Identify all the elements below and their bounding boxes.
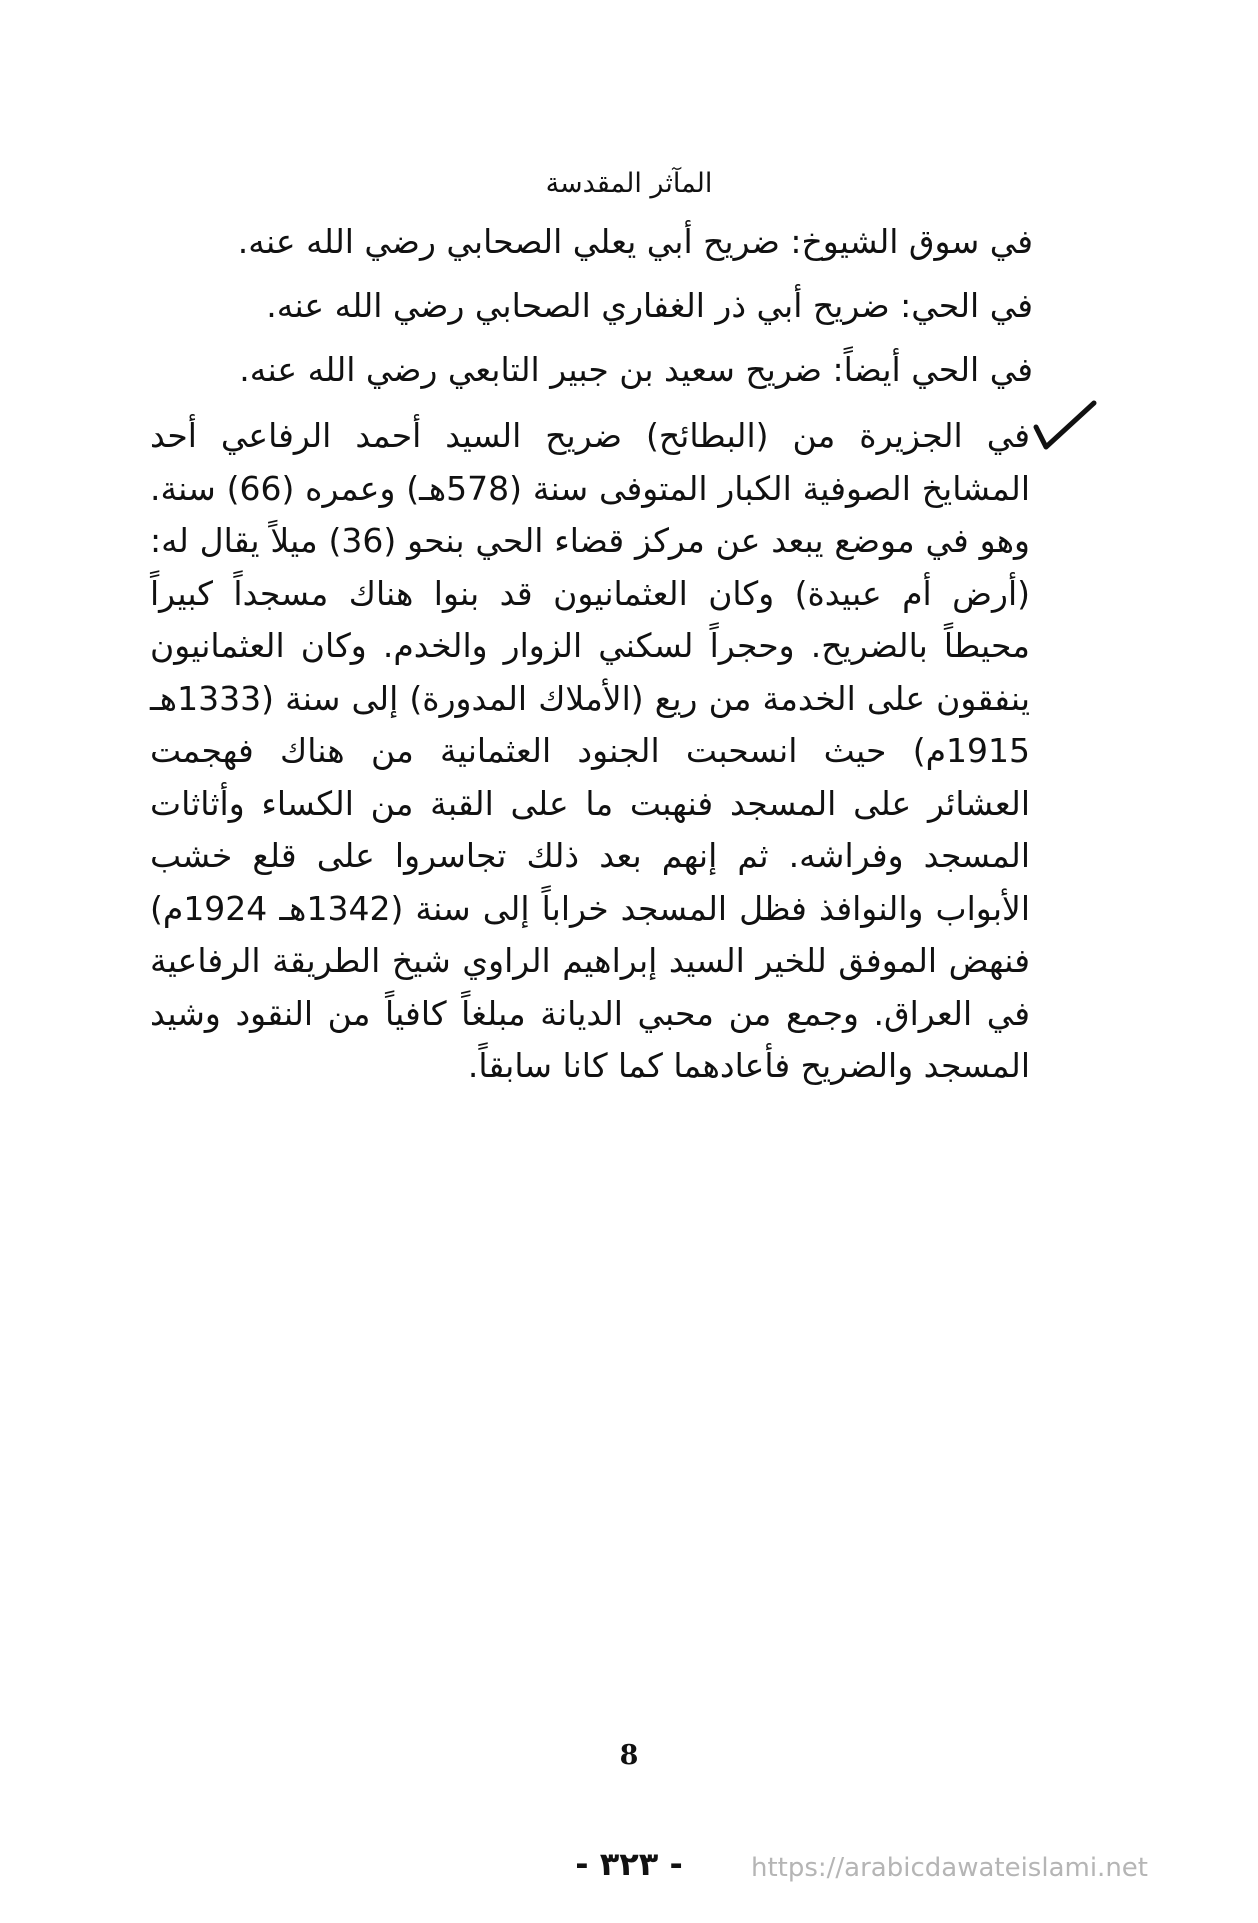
arabic-page-number: - ٣٢٣ - — [575, 1845, 683, 1883]
running-header: المآثر المقدسة — [545, 168, 713, 199]
page-number: 8 — [619, 1740, 639, 1771]
entry-al-hay-said: في الحي أيضاً: ضريح سعيد بن جبير التابعي رضي الله عنه. — [239, 350, 1033, 389]
entry-souq-al-shuyukh: في سوق الشيوخ: ضريح أبي يعلي الصحابي رضي الله عنه. — [237, 222, 1033, 261]
body-paragraph: في الجزيرة من (البطائح) ضريح السيد أحمد الرفاعي أحد المشايخ الصوفية الكبار المتوفى سنة (578هـ) وعمره (66) سنة. وهو في موضع يبعد عن مركز قضاء الحي بنحو (36) ميلاً يقال له: (أرض أم عبيدة) وكان العثمانيون قد بنوا هناك مسجداً كبيراً محيطاً بالضريح. وحجراً لسكني الزوار والخدم. وكان العثمانيون ينفقون على الخدمة من ريع (الأملاك المدورة) إلى سنة (1333هـ 1915م) حيث انسحبت الجنود العثمانية من هناك فهجمت العشائر على المسجد فنهبت ما على القبة من الكساء وأثاثات المسجد وفراشه. ثم إنهم بعد ذلك تجاسروا على قلع خشب الأبواب والنوافذ فظل المسجد خراباً إلى سنة (1342هـ 1924م) فنهض الموفق للخير السيد إبراهيم الراوي شيخ الطريقة الرفاعية في العراق. وجمع من محبي الديانة مبلغاً كافياً من النقود وشيد المسجد والضريح فأعادهما كما كانا سابقاً. — [150, 416, 1031, 1085]
entry-al-hay-abu-dhar: في الحي: ضريح أبي ذر الغفاري الصحابي رضي الله عنه. — [266, 286, 1033, 325]
watermark-url: https://arabicdawateislami.net — [750, 1853, 1148, 1883]
checkmark-icon — [1030, 397, 1100, 457]
